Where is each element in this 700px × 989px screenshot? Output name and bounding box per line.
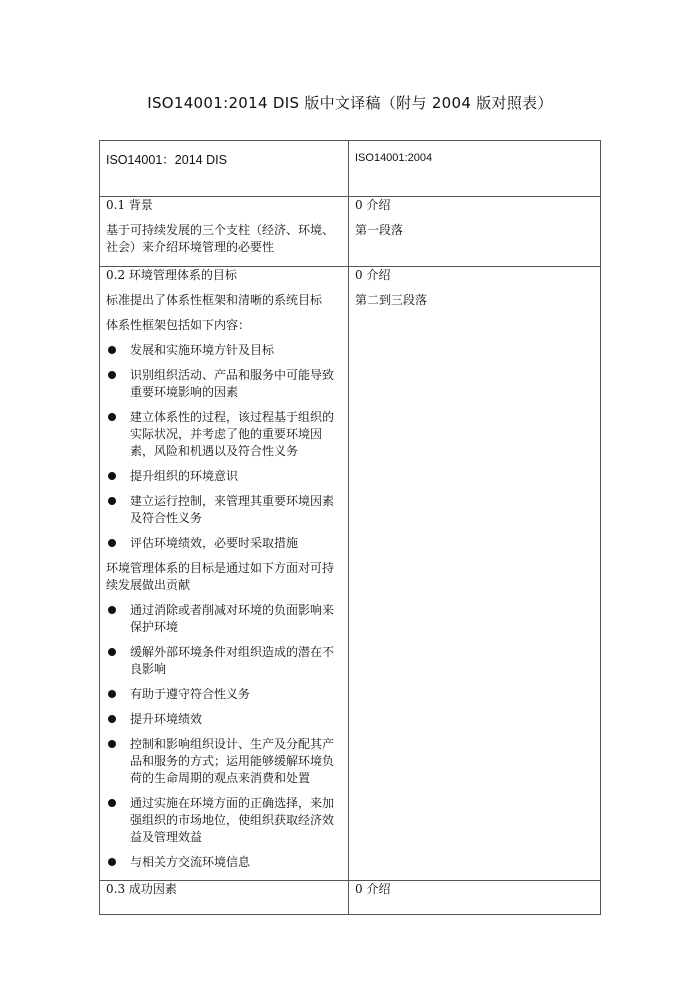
comparison-table: [99, 140, 601, 915]
table-row: [100, 881, 601, 915]
bullet-icon: [108, 690, 116, 698]
bullet-icon: [108, 715, 116, 723]
list-item: 建立运行控制，来管理其重要环境因素及符合性义务: [106, 493, 342, 527]
bullet-icon: [108, 858, 116, 866]
section-0-1-left: [100, 197, 349, 267]
list-item: 提升环境绩效: [106, 711, 342, 728]
list-item: 评估环境绩效，必要时采取措施: [106, 535, 342, 552]
bullet-icon: [108, 413, 116, 421]
bullet-list-framework: [106, 342, 342, 552]
header-right-cell: ISO14001:2004: [349, 141, 601, 197]
section-paragraph: 第二到三段落: [355, 293, 428, 307]
bullet-list-objectives: [106, 602, 342, 871]
list-item: 发展和实施环境方针及目标: [106, 342, 342, 359]
section-0-2-right: [349, 267, 601, 881]
section-0-3-left: [100, 881, 349, 915]
section-paragraph: 标准提出了体系性框架和清晰的系统目标: [106, 293, 323, 307]
list-item: 控制和影响组织设计、生产及分配其产品和服务的方式；运用能够缓解环境负荷的生命周期的观点来消费和处置: [106, 736, 342, 787]
bullet-icon: [108, 371, 116, 379]
table-row: [100, 197, 601, 267]
section-paragraph: 基于可持续发展的三个支柱（经济、环境、社会）来介绍环境管理的必要性: [106, 223, 335, 254]
list-item: 识别组织活动、产品和服务中可能导致重要环境影响的因素: [106, 367, 342, 401]
bullet-icon: [108, 539, 116, 547]
table-row: [100, 267, 601, 881]
list-item: 通过实施在环境方面的正确选择，来加强组织的市场地位，使组织获取经济效益及管理效益: [106, 795, 342, 846]
bullet-icon: [108, 346, 116, 354]
section-heading: 0.1 背景: [106, 198, 153, 212]
bullet-icon: [108, 648, 116, 656]
list-item: 有助于遵守符合性义务: [106, 686, 342, 703]
page-title: ISO14001:2014 DIS 版中文译稿（附与 2004 版对照表）: [147, 94, 553, 112]
list-item: 建立体系性的过程，该过程基于组织的实际状况，并考虑了他的重要环境因素，风险和机遇以及符合性义务: [106, 409, 342, 460]
section-paragraph: 环境管理体系的目标是通过如下方面对可持续发展做出贡献: [106, 561, 335, 592]
bullet-icon: [108, 497, 116, 505]
section-0-3-right: [349, 881, 601, 915]
section-paragraph: 体系性框架包括如下内容：: [106, 318, 251, 332]
section-0-1-right: [349, 197, 601, 267]
list-item: 通过消除或者削减对环境的负面影响来保护环境: [106, 602, 342, 636]
header-left-cell: ISO14001：2014 DIS: [100, 141, 349, 197]
list-item: 缓解外部环境条件对组织造成的潜在不良影响: [106, 644, 342, 678]
section-0-2-left: [100, 267, 349, 881]
bullet-icon: [108, 740, 116, 748]
section-paragraph: 第一段落: [355, 223, 404, 237]
section-heading: 0 介绍: [355, 198, 391, 212]
section-heading: 0.3 成功因素: [106, 882, 177, 896]
table-header-row: [100, 141, 601, 197]
section-heading: 0 介绍: [355, 882, 391, 896]
bullet-icon: [108, 799, 116, 807]
section-heading: 0 介绍: [355, 268, 391, 282]
list-item: 提升组织的环境意识: [106, 468, 342, 485]
bullet-icon: [108, 472, 116, 480]
bullet-icon: [108, 606, 116, 614]
list-item: 与相关方交流环境信息: [106, 854, 342, 871]
section-heading: 0.2 环境管理体系的目标: [106, 268, 237, 282]
